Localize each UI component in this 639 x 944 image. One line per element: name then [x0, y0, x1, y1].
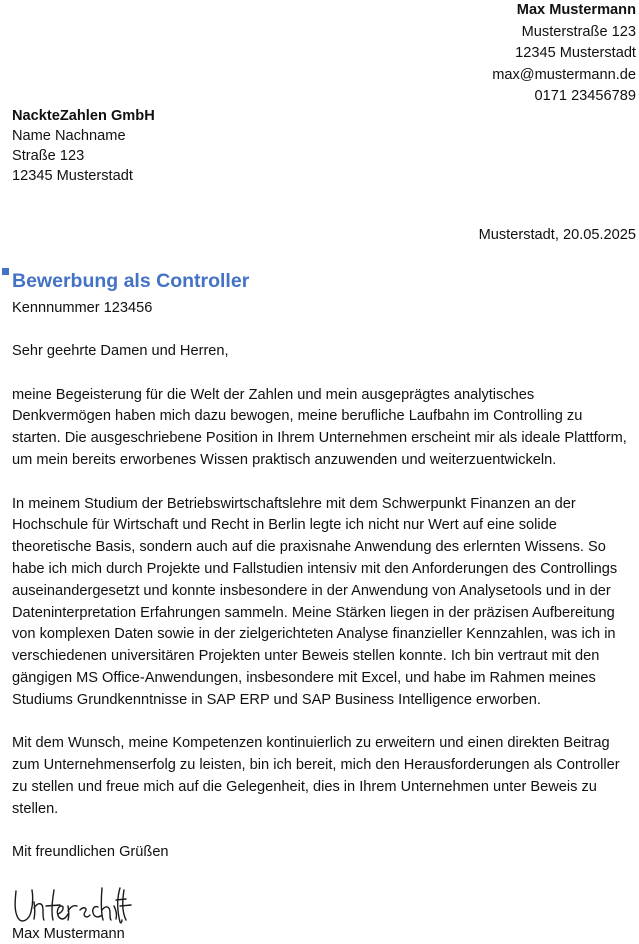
reference-number: Kennnummer 123456: [12, 300, 153, 316]
signer-name: Max Mustermann: [12, 926, 125, 942]
sender-email: max@mustermann.de: [492, 66, 636, 83]
letter-date: Musterstadt, 20.05.2025: [478, 227, 636, 243]
sender-city: 12345 Musterstadt: [515, 45, 636, 61]
recipient-contact: Name Nachname: [12, 128, 126, 144]
body-paragraph-1: meine Begeisterung für die Welt der Zahlen und mein ausgeprägtes analytisches Denkvermögen haben mich dazu bewogen, meine berufliche Laufbahn im Controlling zu starten. Die ausgeschriebene Position in Ihrem Unternehmen erscheint mir als ideale Plattform, um mein bereits erworbenes Wissen praktisch anzuwenden und weiterzuentwickeln.: [12, 386, 627, 468]
recipient-company: NackteZahlen GmbH: [12, 108, 155, 124]
recipient-block: [12, 106, 155, 186]
sender-phone: 0171 23456789: [534, 88, 636, 104]
body-paragraph-3: Mit dem Wunsch, meine Kompetenzen kontinuierlich zu erweitern und einen direkten Beitrag zum Unternehmenserfolg zu leisten, bin ich bereit, mich den Herausforderungen als Controller zu stellen und freue mich auf die Gelegenheit, dies in Ihrem Unternehmen unter Beweis zu stellen.: [12, 735, 620, 817]
salutation: Sehr geehrte Damen und Herren,: [12, 343, 229, 359]
subject-heading: Bewerbung als Controller: [12, 270, 250, 292]
handwritten-signature-icon: [10, 884, 132, 926]
sender-street: Musterstraße 123: [521, 23, 636, 40]
recipient-city: 12345 Musterstadt: [12, 168, 133, 184]
sender-block: [492, 0, 636, 108]
recipient-street: Straße 123: [12, 148, 85, 164]
body-paragraph-2: In meinem Studium der Betriebswirtschaftslehre mit dem Schwerpunkt Finanzen an der Hochschule für Wirtschaft und Recht in Berlin legte ich nicht nur Wert auf eine solide theoretische Basis, sondern auch auf die praxisnahe Anwendung des erlernten Wissens. So habe ich mich durch Projekte und Fallstudien intensiv mit den Anforderungen des Controllings auseinandergesetzt und konnte insbesondere in der Anwendung von Analysetools und in der Dateninterpretation Erfahrungen sammeln. Meine Stärken liegen in der präzisen Aufbereitung von komplexen Daten sowie in der zielgerichteten Analyse finanzieller Kennzahlen, was ich in verschiedenen universitären Projekten unter Beweis stellen konnte. Ich bin vertraut mit den gängigen MS Office-Anwendungen, insbesondere mit Excel, und habe im Rahmen meines Studiums Grundkenntnisse in SAP ERP und SAP Business Intelligence erworben.: [12, 495, 618, 708]
heading-marker-icon: [2, 268, 9, 275]
letter-body: [12, 341, 634, 864]
sender-name: Max Mustermann: [516, 2, 636, 18]
closing-phrase: Mit freundlichen Grüßen: [12, 844, 169, 861]
